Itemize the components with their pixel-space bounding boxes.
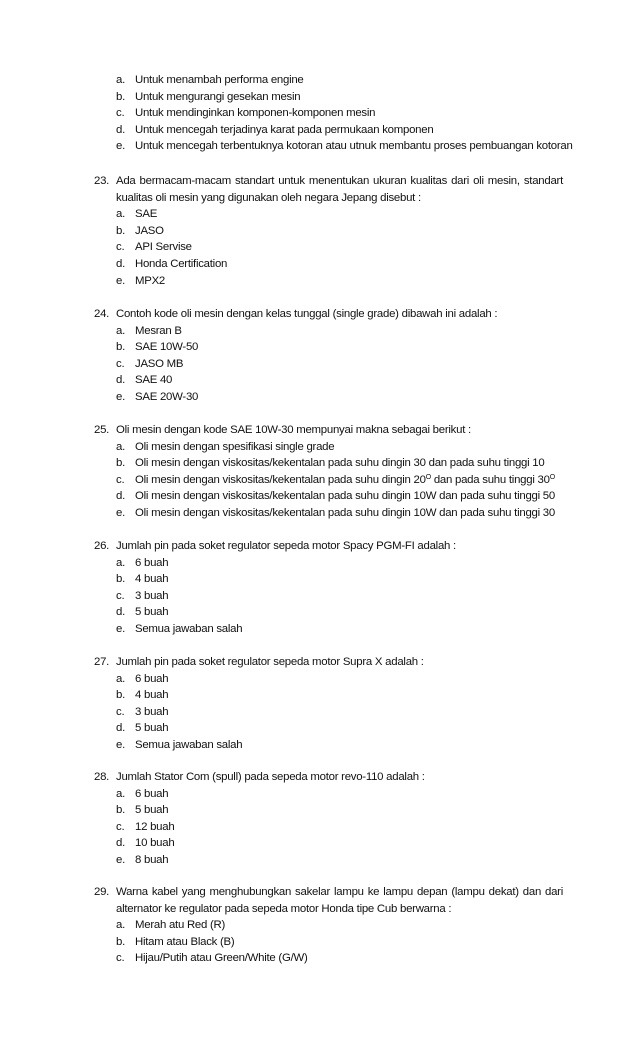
question-stem	[0, 538, 638, 555]
option-text: Untuk mencegah terjadinya karat pada permukaan komponen	[135, 123, 434, 136]
option-b	[0, 934, 638, 951]
option-letter: c.	[116, 473, 125, 486]
option-text: JASO	[135, 224, 164, 237]
option-text-part: Oli mesin dengan viskositas/kekentalan pada suhu dingin 20	[135, 473, 426, 486]
question-25	[0, 422, 638, 522]
option-text: MPX2	[135, 274, 166, 287]
option-letter: e.	[116, 853, 125, 866]
option-text: JASO MB	[135, 357, 184, 370]
option-text: Untuk mencegah terbentuknya kotoran atau utnuk membantu proses pembuangan kotoran	[135, 140, 573, 153]
option-letter: a.	[116, 919, 125, 932]
option-c	[0, 819, 638, 836]
option-letter: a.	[116, 440, 125, 453]
question-number: 25.	[94, 424, 110, 436]
option-text: SAE 20W-30	[135, 390, 199, 403]
option-text: Untuk menambah performa engine	[135, 74, 304, 86]
option-letter: d.	[116, 374, 125, 387]
option-letter: e.	[116, 738, 125, 751]
option-text: 10 buah	[135, 837, 175, 850]
option-d	[0, 488, 638, 505]
degree-superscript: O	[549, 473, 555, 481]
option-letter: a.	[116, 74, 125, 86]
option-letter: b.	[116, 935, 125, 948]
question-stem	[0, 769, 638, 786]
question-text: Warna kabel yang menghubungkan sakelar lampu ke lampu depan (lampu dekat) dan dari alternator ke regulator pada sepeda motor Honda tipe Cub berwarna :	[116, 886, 563, 915]
option-text: 6 buah	[135, 787, 169, 800]
question-29	[0, 884, 638, 967]
question-text: Jumlah Stator Com (spull) pada sepeda motor revo-110 adalah :	[116, 771, 425, 783]
option-b	[0, 455, 638, 472]
option-c	[0, 105, 638, 122]
option-e	[0, 621, 638, 638]
question-23	[0, 173, 638, 289]
question-number: 28.	[94, 771, 110, 783]
option-letter: a.	[116, 324, 125, 337]
option-e	[0, 852, 638, 869]
option-text: SAE 40	[135, 374, 173, 387]
option-letter: d.	[116, 837, 125, 850]
option-e	[0, 138, 638, 155]
option-letter: c.	[116, 357, 125, 370]
option-text: Semua jawaban salah	[135, 738, 243, 751]
option-text: API Servise	[135, 241, 192, 254]
option-d	[0, 122, 638, 139]
question-number: 29.	[94, 886, 110, 898]
option-d	[0, 604, 638, 621]
option-d	[0, 256, 638, 273]
option-text: SAE	[135, 208, 158, 221]
option-text: 3 buah	[135, 589, 169, 602]
question-24	[0, 306, 638, 406]
option-letter: d.	[116, 257, 125, 270]
option-letter: a.	[116, 672, 125, 685]
question-number: 27.	[94, 656, 110, 668]
question-stem	[0, 654, 638, 671]
option-b	[0, 571, 638, 588]
question-number: 26.	[94, 540, 110, 552]
option-letter: b.	[116, 573, 125, 586]
option-text-part: dan pada suhu tinggi 30	[430, 473, 550, 486]
option-letter: c.	[116, 107, 125, 120]
option-d	[0, 720, 638, 737]
option-letter: e.	[116, 622, 125, 635]
option-text: Oli mesin dengan spesifikasi single grade	[135, 440, 335, 453]
option-text: Untuk mengurangi gesekan mesin	[135, 90, 301, 103]
option-text: Oli mesin dengan viskositas/kekentalan pada suhu dingin 10W dan pada suhu tinggi 30	[135, 506, 555, 519]
question-text: Jumlah pin pada soket regulator sepeda motor Supra X adalah :	[116, 656, 424, 668]
question-text: Oli mesin dengan kode SAE 10W-30 mempunyai makna sebagai berikut :	[116, 424, 471, 436]
option-e	[0, 737, 638, 754]
option-letter: a.	[116, 208, 125, 221]
option-c	[0, 588, 638, 605]
option-letter: b.	[116, 804, 125, 817]
option-e	[0, 273, 638, 290]
question-stem	[0, 422, 638, 439]
option-c	[0, 950, 638, 967]
option-a	[0, 917, 638, 934]
option-letter: e.	[116, 506, 125, 519]
option-c	[0, 356, 638, 373]
option-text: 4 buah	[135, 573, 169, 586]
option-letter: e.	[116, 140, 125, 153]
option-c	[0, 239, 638, 256]
option-text: Oli mesin dengan viskositas/kekentalan pada suhu dingin 10W dan pada suhu tinggi 50	[135, 490, 555, 503]
option-text: Hitam atau Black (B)	[135, 935, 235, 948]
option-letter: c.	[116, 820, 125, 833]
option-letter: b.	[116, 689, 125, 702]
option-text: Untuk mendinginkan komponen-komponen mesin	[135, 107, 376, 120]
option-text: 8 buah	[135, 853, 169, 866]
option-a	[0, 555, 638, 572]
option-letter: b.	[116, 341, 125, 354]
option-text	[135, 472, 555, 489]
option-text: Semua jawaban salah	[135, 622, 243, 635]
option-letter: c.	[116, 952, 125, 965]
option-a	[0, 671, 638, 688]
option-a	[0, 206, 638, 223]
question-stem	[0, 173, 638, 206]
option-c	[0, 704, 638, 721]
option-letter: d.	[116, 123, 125, 136]
option-letter: b.	[116, 457, 125, 470]
option-b	[0, 802, 638, 819]
option-d	[0, 372, 638, 389]
option-text: Honda Certification	[135, 257, 228, 270]
option-letter: c.	[116, 241, 125, 254]
question-text: Ada bermacam-macam standart untuk menentukan ukuran kualitas dari oli mesin, standart kualitas oli mesin yang digunakan oleh negara Jepang disebut :	[116, 175, 563, 204]
option-c	[0, 472, 638, 489]
option-text: 3 buah	[135, 705, 169, 718]
option-text: 5 buah	[135, 722, 169, 735]
option-b	[0, 687, 638, 704]
option-e	[0, 505, 638, 522]
option-letter: e.	[116, 390, 125, 403]
option-letter: c.	[116, 705, 125, 718]
option-letter: b.	[116, 224, 125, 237]
option-letter: a.	[116, 787, 125, 800]
question-text: Jumlah pin pada soket regulator sepeda motor Spacy PGM-FI adalah :	[116, 540, 456, 552]
option-letter: c.	[116, 589, 125, 602]
question-27	[0, 654, 638, 754]
question-number: 24.	[94, 308, 110, 320]
option-d	[0, 835, 638, 852]
option-text: 6 buah	[135, 556, 169, 569]
option-b	[0, 223, 638, 240]
option-letter: d.	[116, 722, 125, 735]
option-letter: d.	[116, 490, 125, 503]
option-a	[0, 786, 638, 803]
option-text: 6 buah	[135, 672, 169, 685]
question-28	[0, 769, 638, 869]
option-text: 12 buah	[135, 820, 175, 833]
option-text: 5 buah	[135, 804, 169, 817]
option-text: 5 buah	[135, 606, 169, 619]
option-letter: b.	[116, 90, 125, 103]
question-number: 23.	[94, 175, 110, 187]
option-e	[0, 389, 638, 406]
option-text: Hijau/Putih atau Green/White (G/W)	[135, 952, 308, 965]
option-letter: a.	[116, 556, 125, 569]
option-text: Merah atu Red (R)	[135, 919, 226, 932]
option-b	[0, 89, 638, 106]
option-text: 4 buah	[135, 689, 169, 702]
question-stem	[0, 306, 638, 323]
option-text: SAE 10W-50	[135, 341, 199, 354]
option-b	[0, 339, 638, 356]
question-text: Contoh kode oli mesin dengan kelas tunggal (single grade) dibawah ini adalah :	[116, 308, 498, 320]
option-a	[0, 439, 638, 456]
question-22-continued	[0, 72, 638, 155]
degree-superscript: O	[425, 473, 431, 481]
question-stem	[0, 884, 638, 917]
option-letter: d.	[116, 606, 125, 619]
option-text: Mesran B	[135, 324, 182, 337]
option-a	[0, 72, 638, 89]
option-a	[0, 323, 638, 340]
option-letter: e.	[116, 274, 125, 287]
question-26	[0, 538, 638, 638]
option-text: Oli mesin dengan viskositas/kekentalan pada suhu dingin 30 dan pada suhu tinggi 10	[135, 457, 545, 470]
